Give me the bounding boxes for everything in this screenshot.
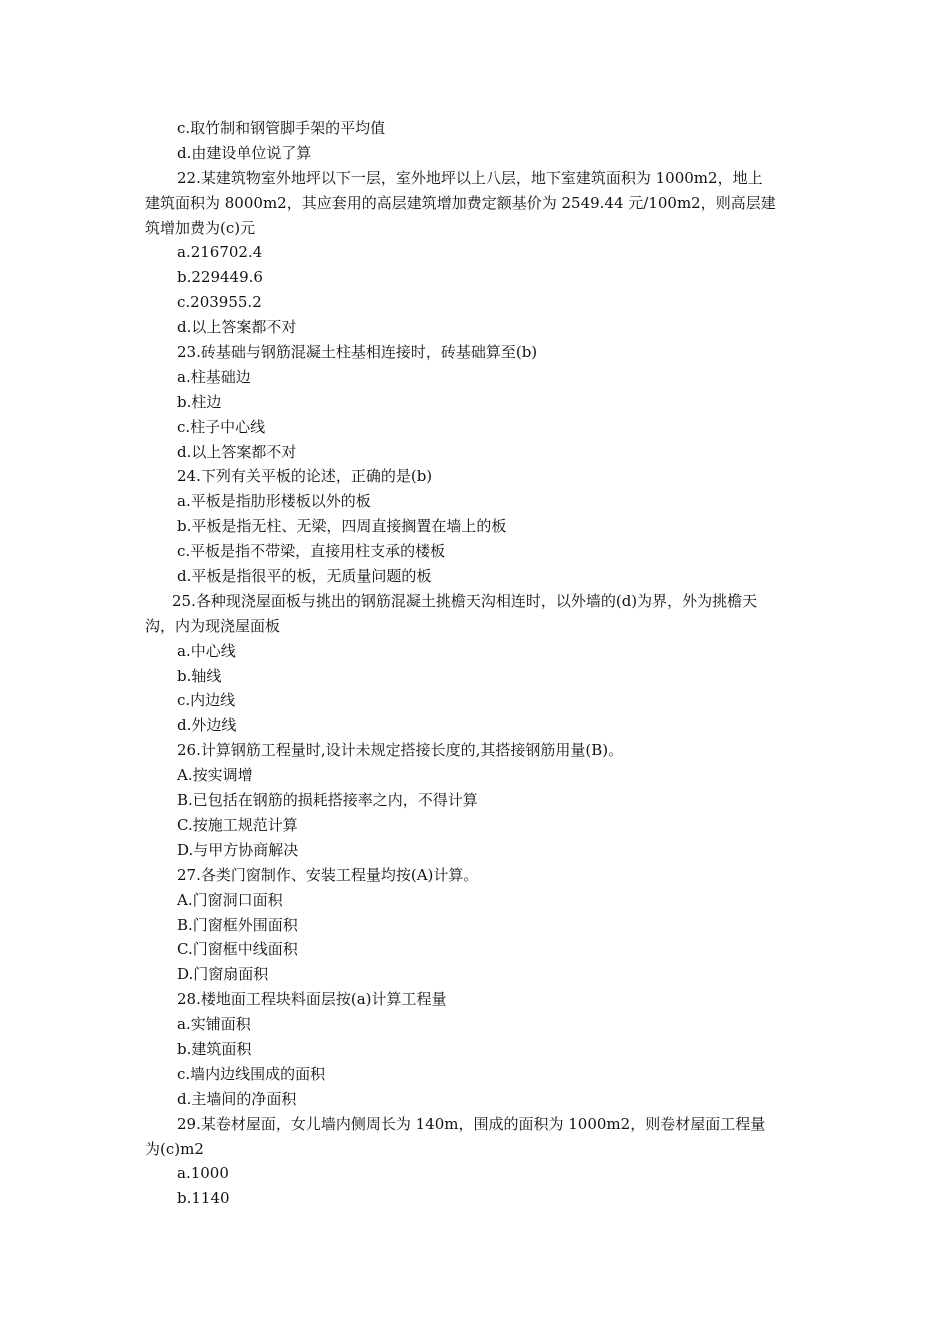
answer-option: d.以上答案都不对	[177, 318, 297, 337]
answer-option: b.1140	[177, 1189, 230, 1208]
question-text: 24.下列有关平板的论述，正确的是(b)	[177, 467, 433, 486]
answer-option: A.门窗洞口面积	[177, 890, 283, 909]
answer-option: c.内边线	[177, 691, 236, 710]
answer-option: c.取竹制和钢管脚手架的平均值	[177, 119, 386, 137]
question-text-continuation: 筑增加费为(c)元	[145, 218, 256, 237]
answer-option: d.由建设单位说了算	[177, 143, 312, 162]
answer-option: D.门窗扇面积	[177, 965, 269, 984]
answer-option: d.平板是指很平的板，无质量问题的板	[177, 567, 432, 586]
answer-option: b.轴线	[177, 666, 222, 685]
question-text-continuation: 沟，内为现浇屋面板	[145, 616, 281, 635]
answer-option: d.主墙间的净面积	[177, 1089, 297, 1108]
answer-option: A.按实调增	[177, 766, 253, 785]
question-text: 29.某卷材屋面，女儿墙内侧周长为 140m，围成的面积为 1000m2，则卷材屋面工程量	[177, 1114, 766, 1133]
answer-option: d.以上答案都不对	[177, 442, 297, 461]
question-text: 22.某建筑物室外地坪以下一层，室外地坪以上八层，地下室建筑面积为 1000m2，地上	[177, 168, 763, 187]
answer-option: c.203955.2	[177, 293, 262, 312]
question-text: 25.各种现浇屋面板与挑出的钢筋混凝土挑檐天沟相连时，以外墙的(d)为界，外为挑檐天	[172, 591, 758, 610]
answer-option: a.柱基础边	[177, 367, 251, 386]
question-text-continuation: 为(c)m2	[145, 1139, 204, 1158]
answer-option: b.229449.6	[177, 268, 263, 287]
question-text: 26.计算钢筋工程量时,设计未规定搭接长度的,其搭接钢筋用量(B)。	[177, 741, 624, 760]
answer-option: a.实铺面积	[177, 1015, 251, 1034]
answer-option: a.中心线	[177, 641, 236, 660]
answer-option: c.墙内边线围成的面积	[177, 1064, 326, 1083]
answer-option: C.按施工规范计算	[177, 815, 298, 834]
answer-option: c.平板是指不带梁，直接用柱支承的楼板	[177, 542, 446, 561]
answer-option: b.平板是指无柱、无梁，四周直接搁置在墙上的板	[177, 517, 507, 536]
answer-option: B.门窗框外围面积	[177, 915, 298, 934]
question-text: 28.楼地面工程块料面层按(a)计算工程量	[177, 990, 447, 1009]
answer-option: C.门窗框中线面积	[177, 940, 298, 959]
question-text-continuation: 建筑面积为 8000m2，其应套用的高层建筑增加费定额基价为 2549.44 元/100m2，则高层建	[145, 193, 776, 212]
answer-option: c.柱子中心线	[177, 417, 266, 436]
question-list	[145, 116, 810, 1211]
question-text: 27.各类门窗制作、安装工程量均按(A)计算。	[177, 865, 479, 884]
answer-option: D.与甲方协商解决	[177, 840, 299, 859]
answer-option: b.柱边	[177, 392, 222, 411]
answer-option: a.216702.4	[177, 243, 263, 262]
answer-option: d.外边线	[177, 716, 237, 735]
answer-option: a.1000	[177, 1164, 229, 1183]
question-text: 23.砖基础与钢筋混凝土柱基相连接时，砖基础算至(b)	[177, 343, 538, 362]
answer-option: a.平板是指肋形楼板以外的板	[177, 492, 371, 511]
answer-option: b.建筑面积	[177, 1039, 252, 1058]
answer-option: B.已包括在钢筋的损耗搭接率之内，不得计算	[177, 791, 478, 810]
